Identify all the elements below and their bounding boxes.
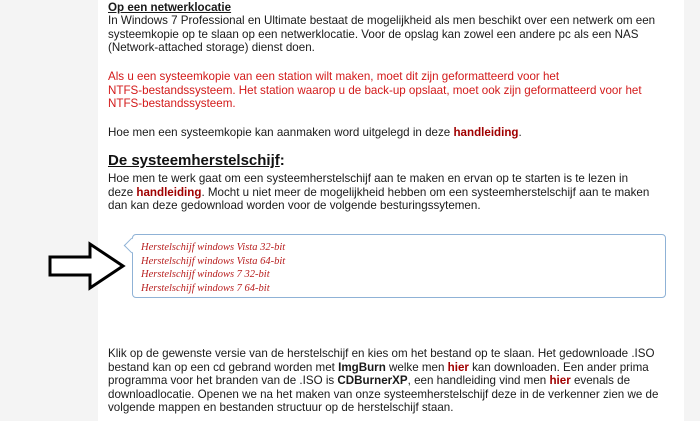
download-list bbox=[133, 235, 665, 295]
paragraph-network bbox=[108, 14, 694, 55]
text-line: Hoe men te werk gaat om een systeemherstelschijf aan te maken en ervan op te starten is te lezen in bbox=[108, 172, 629, 185]
text-line: Klik op de gewenste versie van de herstelschijf en kies om het bestand op te slaan. Het gedownloade .ISO bbox=[108, 347, 655, 360]
list-item bbox=[141, 255, 665, 269]
download-callout bbox=[132, 234, 666, 298]
cdburnerxp-name: CDBurnerXP bbox=[337, 374, 408, 388]
text: . bbox=[518, 126, 522, 139]
text-line: downloadlocatie. Openen we na het maken van onze systeemherstelschijf deze in de verkenner zien we de bbox=[108, 387, 659, 401]
text-line: NTFS-bestandssysteem. bbox=[108, 97, 236, 111]
list-item bbox=[141, 268, 665, 282]
imgburn-name: ImgBurn bbox=[338, 360, 386, 374]
text-line: Als u een systeemkopie van een station wilt maken, moet dit zijn geformatteerd voor het bbox=[108, 70, 560, 83]
left-gutter bbox=[0, 0, 98, 421]
heading-colon: : bbox=[279, 152, 285, 169]
text-line: systeemkopie op te slaan op een netwerklocatie. Voor de opslag kan zowel een andere pc als een NAS bbox=[108, 27, 639, 41]
heading-netwerklocatie: Op een netwerklocatie bbox=[108, 1, 232, 14]
paragraph-herstelschijf bbox=[108, 172, 694, 213]
download-link-vista-64[interactable]: Herstelschijf windows Vista 64-bit bbox=[141, 255, 286, 267]
text-line: In Windows 7 Professional en Ultimate bestaat de mogelijkheid als men beschikt over een netwerk om een bbox=[108, 14, 656, 27]
list-item bbox=[141, 282, 665, 296]
heading-text: De systeemherstelschijf bbox=[108, 152, 280, 169]
paragraph-ntfs-warning bbox=[108, 70, 694, 111]
text-line: dan kan deze gedownload worden voor de volgende besturingssytemen. bbox=[108, 199, 481, 213]
download-link-win7-32[interactable]: Herstelschijf windows 7 32-bit bbox=[141, 269, 270, 281]
download-link-win7-64[interactable]: Herstelschijf windows 7 64-bit bbox=[141, 282, 270, 294]
list-item bbox=[141, 241, 665, 255]
arrow-right-icon bbox=[48, 241, 126, 291]
text: programma voor het branden van de .ISO is bbox=[108, 374, 338, 388]
text: welke men bbox=[385, 360, 448, 374]
heading-systeemherstelschijf bbox=[108, 152, 285, 169]
text: deze bbox=[108, 185, 137, 199]
text: bestand kan op een cd gebrand worden met bbox=[108, 360, 339, 374]
hier-link-cdburnerxp[interactable]: hier bbox=[549, 374, 571, 388]
article-content bbox=[98, 0, 684, 421]
text-line: NTFS-bestandssysteem. Het station waarop u de back-up opslaat, moet ook zijn geformatteerd voor het bbox=[108, 83, 642, 97]
handleiding-link-2[interactable]: handleiding bbox=[136, 185, 202, 199]
paragraph-branden bbox=[108, 347, 694, 415]
text-line: (Network-attached storage) dienst doen. bbox=[108, 41, 315, 55]
hier-link-imgburn[interactable]: hier bbox=[447, 360, 469, 374]
text: Hoe men een systeemkopie kan aanmaken word uitgelegd in deze bbox=[108, 126, 454, 139]
paragraph-howto bbox=[108, 126, 694, 140]
handleiding-link[interactable]: handleiding bbox=[453, 126, 519, 139]
text: . Mocht u niet meer de mogelijkheid hebben om een systeemherstelschijf aan te maken bbox=[201, 185, 650, 199]
text: kan downloaden. Een ander prima bbox=[468, 360, 649, 374]
download-link-vista-32[interactable]: Herstelschijf windows Vista 32-bit bbox=[141, 242, 286, 253]
text-line: volgende mappen en bestanden structuur op de herstelschijf staan. bbox=[108, 401, 454, 415]
text: evenals de bbox=[570, 374, 631, 388]
text: , een handleiding vind men bbox=[407, 374, 550, 388]
